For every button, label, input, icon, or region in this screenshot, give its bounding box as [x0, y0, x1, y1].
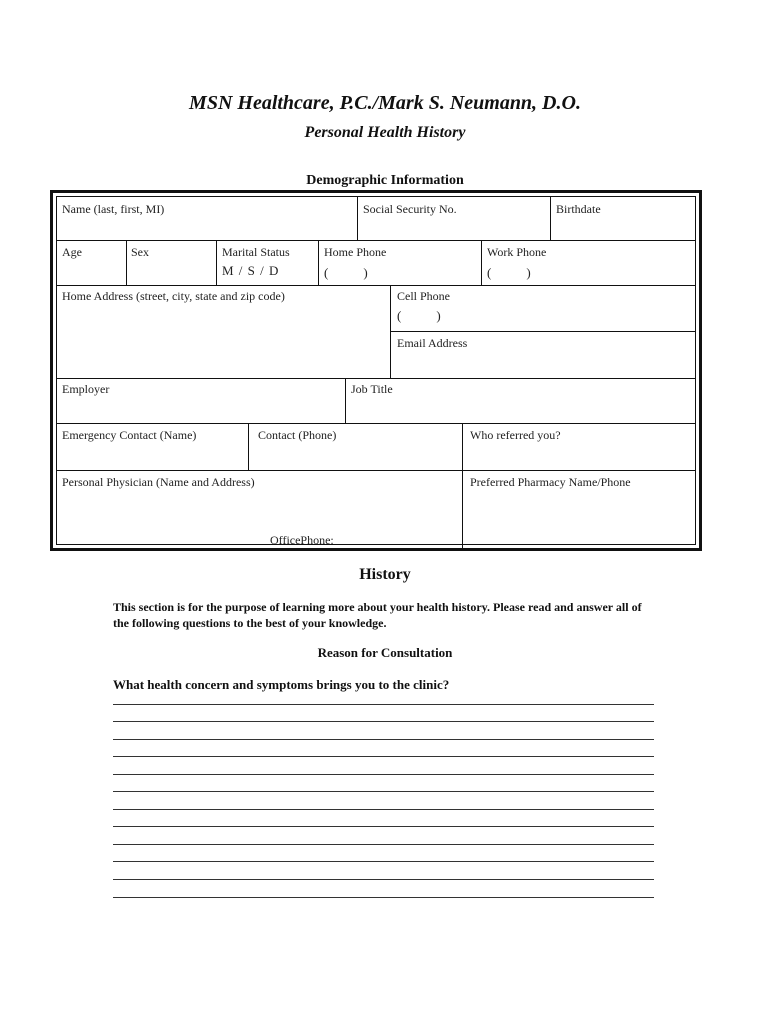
answer-line[interactable] [113, 774, 654, 775]
referred-by-field[interactable]: Who referred you? [470, 428, 561, 442]
pharmacy-field[interactable]: Preferred Pharmacy Name/Phone [470, 475, 631, 489]
consultation-question: What health concern and symptoms brings you to the clinic? [113, 677, 450, 692]
answer-line[interactable] [113, 809, 654, 810]
answer-line[interactable] [113, 721, 654, 722]
col-divider [481, 240, 482, 285]
demographic-grid [56, 196, 696, 545]
birthdate-field[interactable]: Birthdate [556, 202, 601, 216]
name-field[interactable]: Name (last, first, MI) [62, 202, 165, 216]
answer-line[interactable] [113, 897, 654, 898]
marital-status-options: M / S / D [222, 263, 280, 278]
answer-line[interactable] [113, 879, 654, 880]
cell-phone-parens: ( ) [397, 308, 442, 323]
demographic-form [50, 190, 702, 551]
office-phone-field[interactable]: OfficePhone: [270, 533, 334, 547]
employer-field[interactable]: Employer [62, 382, 110, 396]
emergency-contact-field[interactable]: Emergency Contact (Name) [62, 428, 197, 442]
col-divider [550, 197, 551, 240]
col-divider [357, 197, 358, 240]
work-phone-field[interactable]: Work Phone [487, 245, 547, 259]
answer-line[interactable] [113, 844, 654, 845]
demographic-heading: Demographic Information [306, 173, 464, 188]
home-address-field[interactable]: Home Address (street, city, state and zip code) [62, 289, 285, 303]
answer-line[interactable] [113, 739, 654, 740]
col-divider [248, 423, 249, 470]
answer-line[interactable] [113, 826, 654, 827]
form-title: MSN Healthcare, P.C./Mark S. Neumann, D.O. [189, 92, 581, 114]
col-divider [390, 285, 391, 378]
sex-field[interactable]: Sex [131, 245, 149, 259]
answer-line[interactable] [113, 791, 654, 792]
answer-line[interactable] [113, 861, 654, 862]
ssn-field[interactable]: Social Security No. [363, 202, 457, 216]
row-divider [57, 470, 695, 471]
col-divider [126, 240, 127, 285]
row-divider [390, 331, 695, 332]
home-phone-parens: ( ) [324, 265, 369, 280]
history-intro: This section is for the purpose of learning more about your health history. Please read and answer all of the following questions to the best of your knowledge. [113, 600, 642, 630]
col-divider [216, 240, 217, 285]
history-heading: History [359, 566, 411, 583]
answer-line[interactable] [113, 756, 654, 757]
col-divider [318, 240, 319, 285]
row-divider [57, 423, 695, 424]
marital-status-field[interactable]: Marital Status [222, 245, 290, 259]
col-divider [345, 378, 346, 423]
row-divider [57, 378, 695, 379]
contact-phone-field[interactable]: Contact (Phone) [258, 428, 337, 442]
row-divider [57, 240, 695, 241]
cell-phone-field[interactable]: Cell Phone [397, 289, 450, 303]
work-phone-parens: ( ) [487, 265, 532, 280]
col-divider [462, 423, 463, 550]
email-field[interactable]: Email Address [397, 336, 468, 350]
form-subtitle: Personal Health History [304, 124, 466, 141]
home-phone-field[interactable]: Home Phone [324, 245, 387, 259]
physician-field[interactable]: Personal Physician (Name and Address) [62, 475, 255, 489]
job-title-field[interactable]: Job Title [351, 382, 393, 396]
answer-line[interactable] [113, 704, 654, 705]
row-divider [57, 285, 695, 286]
age-field[interactable]: Age [62, 245, 82, 259]
reason-heading: Reason for Consultation [317, 645, 453, 660]
